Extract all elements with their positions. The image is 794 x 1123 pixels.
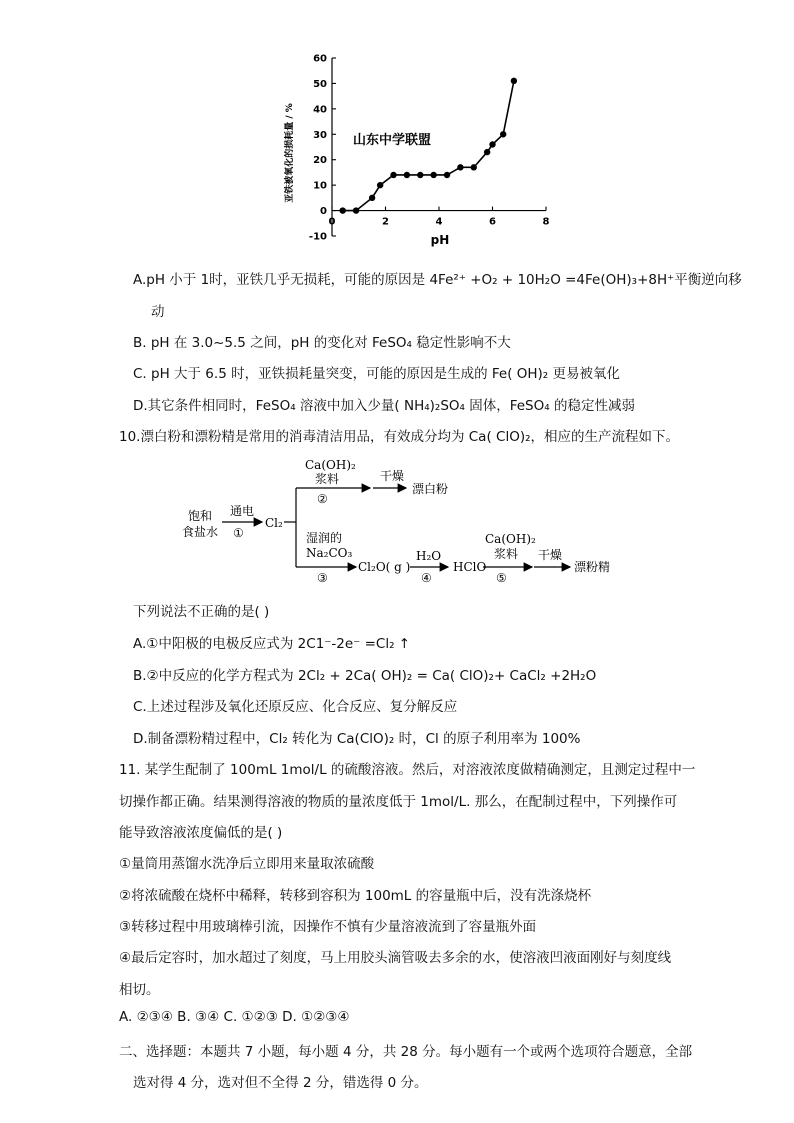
data-point	[457, 164, 463, 170]
q10-option-a: A.①中阳极的电极反应式为 2C1⁻-2e⁻ =Cl₂ ↑	[133, 636, 411, 652]
data-point	[417, 172, 423, 178]
q10-option-c: C.上述过程涉及氧化还原反应、化合反应、复分解反应	[133, 699, 458, 715]
section2-heading: 二、选择题：本题共 7 小题，每小题 4 分，共 28 分。每小题有一个或两个选项符合题意，全部	[119, 1044, 693, 1060]
flow-step1-label: 通电	[230, 504, 255, 518]
flow-up-num: ②	[317, 492, 328, 506]
data-point	[430, 172, 436, 178]
x-tick-label: 4	[435, 216, 443, 228]
q11-item-4-cont: 相切。	[119, 982, 160, 998]
chart-svg	[280, 48, 560, 253]
data-point	[377, 182, 383, 188]
flow-cl2: Cl₂	[265, 516, 283, 530]
y-tick-label: 60	[313, 53, 327, 65]
flow-s5-top2: 浆料	[494, 547, 519, 561]
data-point	[404, 172, 410, 178]
data-point	[369, 195, 375, 201]
chart-annotation: 山东中学联盟	[353, 133, 432, 148]
y-tick-label: 10	[313, 180, 327, 192]
q11-item-2: ②将浓硫酸在烧杯中稀释，转移到容积为 100mL 的容量瓶中后，没有洗涤烧杯	[119, 888, 592, 904]
production-flowchart	[180, 455, 640, 585]
q11-stem-2: 切操作都正确。结果测得溶液的物质的量浓度低于 1mol/L. 那么，在配制过程中，下列操作可	[119, 794, 678, 810]
y-tick-label: 0	[320, 206, 327, 218]
x-tick-label: 8	[542, 216, 550, 228]
x-axis-label: pH	[430, 233, 450, 247]
flow-num4: ④	[421, 571, 432, 585]
q11-item-3: ③转移过程中用玻璃棒引流，因操作不慎有少量溶液流到了容量瓶外面	[119, 919, 537, 935]
q11-stem-3: 能导致溶液浓度偏低的是( )	[119, 825, 283, 841]
q11-item-1: ①量筒用蒸馏水洗净后立即用来量取浓硫酸	[119, 856, 375, 872]
flow-down-top2: Na₂CO₃	[306, 546, 353, 560]
y-tick-label: 30	[313, 129, 327, 141]
data-point	[390, 172, 396, 178]
y-axis-label: 亚铁被氧化的损耗量 / %	[285, 103, 295, 203]
q9-option-a: A.pH 小于 1时，亚铁几乎无损耗，可能的原因是 4Fe²⁺ +O₂ + 10H₂O =4Fe(OH)₃+8H⁺平衡逆向移	[133, 272, 742, 288]
flow-step1-num: ①	[233, 526, 244, 540]
data-point	[471, 164, 477, 170]
y-tick-label: 40	[313, 104, 327, 116]
flow-down-top1: 湿润的	[306, 531, 343, 545]
q11-choices: A. ②③④ B. ③④ C. ①②③ D. ①②③④	[119, 1009, 350, 1025]
data-point	[444, 172, 450, 178]
x-tick-label: 6	[489, 216, 496, 228]
q9-option-b: B. pH 在 3.0~5.5 之间，pH 的变化对 FeSO₄ 稳定性影响不大	[133, 335, 511, 351]
data-point	[511, 78, 517, 84]
x-tick-label: 0	[328, 216, 336, 228]
flow-up-top2: 浆料	[315, 472, 340, 486]
loss-chart	[280, 48, 560, 253]
flow-start-2: 食盐水	[182, 525, 219, 539]
q9-option-a-cont: 动	[151, 304, 165, 320]
flow-num5: ⑤	[496, 571, 507, 585]
x-tick-label: 2	[382, 216, 389, 228]
flow-cl2o: Cl₂O( g )	[358, 560, 411, 574]
data-point	[500, 131, 506, 137]
flow-dry2: 干燥	[538, 548, 563, 562]
data-point	[484, 149, 490, 155]
flow-product2: 漂粉精	[574, 560, 611, 574]
q11-stem-1: 11. 某学生配制了 100mL 1mol/L 的硫酸溶液。然后，对溶液浓度做精确测定，且测定过程中一	[119, 762, 696, 778]
q9-option-d: D.其它条件相同时，FeSO₄ 溶液中加入少量( NH₄)₂SO₄ 固体，FeSO₄ 的稳定性减弱	[133, 398, 635, 414]
flow-h2o: H₂O	[416, 549, 442, 563]
section2-heading-cont: 选对得 4 分，选对但不全得 2 分，错选得 0 分。	[133, 1075, 428, 1091]
q10-option-b: B.②中反应的化学方程式为 2Cl₂ + 2Ca( OH)₂ = Ca( ClO)₂+ CaCl₂ +2H₂O	[133, 668, 597, 684]
flow-up-top1: Ca(OH)₂	[305, 458, 356, 472]
flow-product1: 漂白粉	[412, 482, 449, 496]
y-tick-label: -10	[308, 231, 327, 243]
data-point	[340, 207, 346, 213]
q9-option-c: C. pH 大于 6.5 时，亚铁损耗量突变，可能的原因是生成的 Fe( OH)₂ 更易被氧化	[133, 366, 621, 382]
y-tick-label: 50	[313, 78, 327, 90]
flow-hclo: HClO	[453, 560, 487, 574]
q11-item-4: ④最后定容时，加水超过了刻度，马上用胶头滴管吸去多余的水，使溶液凹液面刚好与刻度线	[119, 950, 672, 966]
q10-stem: 10.漂白粉和漂粉精是常用的消毒清洁用品，有效成分均为 Ca( ClO)₂，相应的生产流程如下。	[119, 429, 679, 445]
y-tick-label: 20	[313, 155, 327, 167]
flow-start-1: 饱和	[188, 509, 213, 523]
flow-s5-top1: Ca(OH)₂	[485, 532, 536, 546]
q10-prompt: 下列说法不正确的是( )	[133, 604, 270, 620]
flow-dry1: 干燥	[380, 469, 405, 483]
q10-option-d: D.制备漂粉精过程中，Cl₂ 转化为 Ca(ClO)₂ 时，Cl 的原子利用率为 100%	[133, 731, 581, 747]
flow-down-num: ③	[317, 571, 328, 585]
data-point	[353, 207, 359, 213]
data-point	[489, 141, 495, 147]
